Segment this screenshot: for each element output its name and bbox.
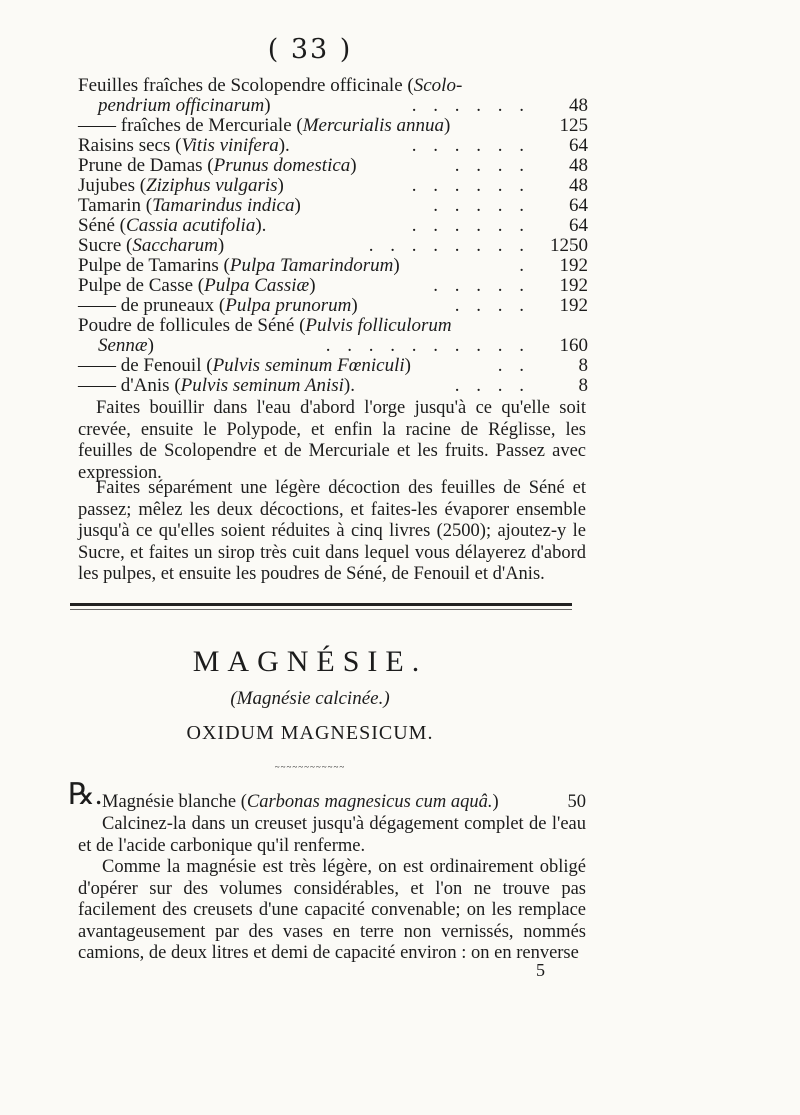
ingredient-name [78,356,411,376]
ingredient-tail: ) [404,355,411,376]
ingredient-quantity: 1250 [550,235,588,256]
ingredient-latin: Mercurialis annua [302,115,444,136]
ingredient-tail: ). [278,135,290,156]
dot-leader: . . . . . . . . [368,235,530,256]
ingredient-name [78,316,452,336]
ingredient-latin: Pulvis seminum Fœniculi [212,355,405,376]
ingredient-quantity: 125 [559,115,588,136]
dot-leader: . . . . [454,295,530,316]
ingredient-row [78,136,588,156]
item-name: Magnésie blanche ( [102,792,247,812]
ingredient-name-text: Séné ( [78,215,127,236]
ingredient-name [78,156,357,176]
ingredient-name-text: Pulpe de Casse ( [78,275,205,296]
paragraph-text: Faites bouillir dans l'eau d'abord l'orge jusqu'à ce qu'elle soit crevée, ensuite le Polypode, et enfin la racine de Réglisse, les feuilles de Scolopendre et de Mercuriale et les fruits. Passez avec expression. [78,398,586,483]
ingredient-latin: Pulpa prunorum [225,295,352,316]
ingredient-quantity: 8 [578,375,588,396]
ingredient-tail: ) [277,175,284,196]
dot-leader: . . . . . . . . . . [325,335,530,356]
recipe-paragraph-1: Calcinez-la dans un creuset jusqu'à dégagement complet de l'eau et de l'acide carbonique qu'il renferme. [78,814,586,856]
ingredient-name-text: Jujubes ( [78,175,147,196]
dot-leader: . [519,255,530,276]
ingredient-name-text: Sucre ( [78,235,133,256]
section-latin-title: OXIDUM MAGNESICUM. [186,722,434,744]
ingredient-tail: ) [444,115,451,136]
magnesia-recipe [68,778,586,965]
ingredient-name [78,296,358,316]
ingredient-name-text: Raisins secs ( [78,135,182,156]
ingredient-row [78,356,588,376]
section-subtitle: (Magnésie calcinée.) [230,688,390,709]
ingredient-name [78,116,450,136]
ingredient-latin: Pulvis folliculorum [305,315,452,336]
ingredient-latin: Saccharum [132,235,218,256]
ingredient-latin: Scolo- [413,75,463,96]
ingredient-row [78,116,588,136]
ingredient-name [98,96,271,116]
ingredient-tail: ) [350,155,357,176]
dot-leader: . . . . . [433,195,530,216]
ingredient-latin: Ziziphus vulgaris [146,175,278,196]
dot-leader: . . . . . [433,275,530,296]
recipe-item-quantity: 50 [567,792,586,812]
ingredient-quantity: 64 [569,195,588,216]
item-latin: Carbonas magnesicus cum aquâ. [246,792,493,812]
preparation-paragraph-1 [78,398,586,484]
ingredient-tail: ) [147,335,154,356]
dot-leader: . . . . . . [411,215,530,236]
dot-leader: . . [497,355,530,376]
ingredient-latin: Sennæ [98,335,148,356]
ingredient-name [78,236,224,256]
ingredient-quantity: 48 [569,95,588,116]
ingredient-row [78,216,588,236]
section-title: MAGNÉSIE. [192,645,428,678]
ornament-divider: ~~~~~~~~~~~~ [274,762,346,772]
ingredient-name [78,76,462,96]
ingredient-quantity: 192 [559,295,588,316]
recipe-item [68,778,586,814]
dot-leader: . . . . . . [411,135,530,156]
item-tail: ) [492,792,499,812]
ingredient-name [78,176,284,196]
paragraph-text: Faites séparément une légère décoction des feuilles de Séné et passez; mêlez les deux décoctions, et faites-les évaporer ensemble jusqu'à ce qu'elles soient réduites à cinq livres (2500); ajoutez-y le Sucre, et faites un sirop très cuit dans lequel vous délayerez d'abord les pulpes, et ensuite les poudres de Séné, de Fenouil et d'Anis. [78,478,586,584]
ingredient-tail: ). [343,375,355,396]
ingredient-name-text: —— de pruneaux ( [78,295,226,316]
ingredient-tail: ). [255,215,267,236]
ingredient-row [78,96,588,116]
ingredient-row [78,376,588,396]
ingredient-tail: ) [217,235,225,256]
ingredient-latin: Vitis vinifera [181,135,279,156]
ingredient-name [78,136,290,156]
ingredient-list [78,76,588,396]
ingredient-name-text: Tamarin ( [78,195,153,216]
ingredient-latin: Cassia acutifolia [126,215,256,236]
section-divider [70,603,572,606]
dot-leader: . . . . [454,375,530,396]
recipe-symbol: ℞. [68,778,103,811]
section-divider-thin [70,609,572,610]
ingredient-row [78,236,588,256]
ingredient-quantity: 160 [559,335,588,356]
signature-mark: 5 [536,960,545,980]
ingredient-tail: ) [393,255,400,276]
ingredient-quantity: 192 [559,255,588,276]
ingredient-row [78,276,588,296]
ingredient-quantity: 48 [569,175,588,196]
ingredient-quantity: 64 [569,135,588,156]
dot-leader: . . . . . . [411,175,530,196]
ingredient-tail: ) [309,275,316,296]
page-number: ( 33 ) [267,34,353,65]
ingredient-tail: ) [351,295,358,316]
ingredient-tail: ) [294,195,301,216]
ingredient-row [78,256,588,276]
ingredient-name [98,336,154,356]
ingredient-row [78,296,588,316]
ingredient-row [78,76,588,96]
ingredient-row [78,336,588,356]
recipe-paragraph-2: Comme la magnésie est très légère, on est ordinairement obligé d'opérer sur des volumes considérables, et l'on ne trouve pas facilement des creusets d'une capacité convenable; on les remplace avantageusement par des vases en terre non vernissés, nommés camions, de deux litres et demi de capacité environ : on en renverse [78,857,586,963]
ingredient-latin: Pulpa Tamarindorum [229,255,394,276]
ingredient-name [78,376,355,396]
ingredient-name [78,276,316,296]
ingredient-name-text: —— fraîches de Mercuriale ( [78,115,303,136]
ingredient-tail: ) [264,95,271,116]
ingredient-name [78,216,266,236]
ingredient-latin: Tamarindus indica [152,195,295,216]
ingredient-name-text: Prune de Damas ( [78,155,214,176]
ingredient-quantity: 8 [578,355,588,376]
dot-leader: . . . . . . [411,95,530,116]
preparation-paragraph-2 [78,478,586,586]
ingredient-latin: Pulvis seminum Anisi [180,375,344,396]
dot-leader: . . . . [454,155,530,176]
ingredient-quantity: 64 [569,215,588,236]
ingredient-name-text: Poudre de follicules de Séné ( [78,315,306,336]
ingredient-name-text: Feuilles fraîches de Scolopendre officinale ( [78,75,414,96]
ingredient-row [78,196,588,216]
ingredient-name [78,196,301,216]
ingredient-row [78,316,588,336]
recipe-item-name [102,792,499,814]
ingredient-name [78,256,400,276]
ingredient-latin: pendrium officinarum [98,95,265,116]
ingredient-quantity: 48 [569,155,588,176]
ingredient-quantity: 192 [559,275,588,296]
ingredient-row [78,156,588,176]
ingredient-latin: Prunus domestica [213,155,351,176]
ingredient-name-text: Pulpe de Tamarins ( [78,255,230,276]
ingredient-latin: Pulpa Cassiæ [204,275,310,296]
ingredient-name-text: —— de Fenouil ( [78,355,213,376]
ingredient-row [78,176,588,196]
ingredient-name-text: —— d'Anis ( [78,375,181,396]
